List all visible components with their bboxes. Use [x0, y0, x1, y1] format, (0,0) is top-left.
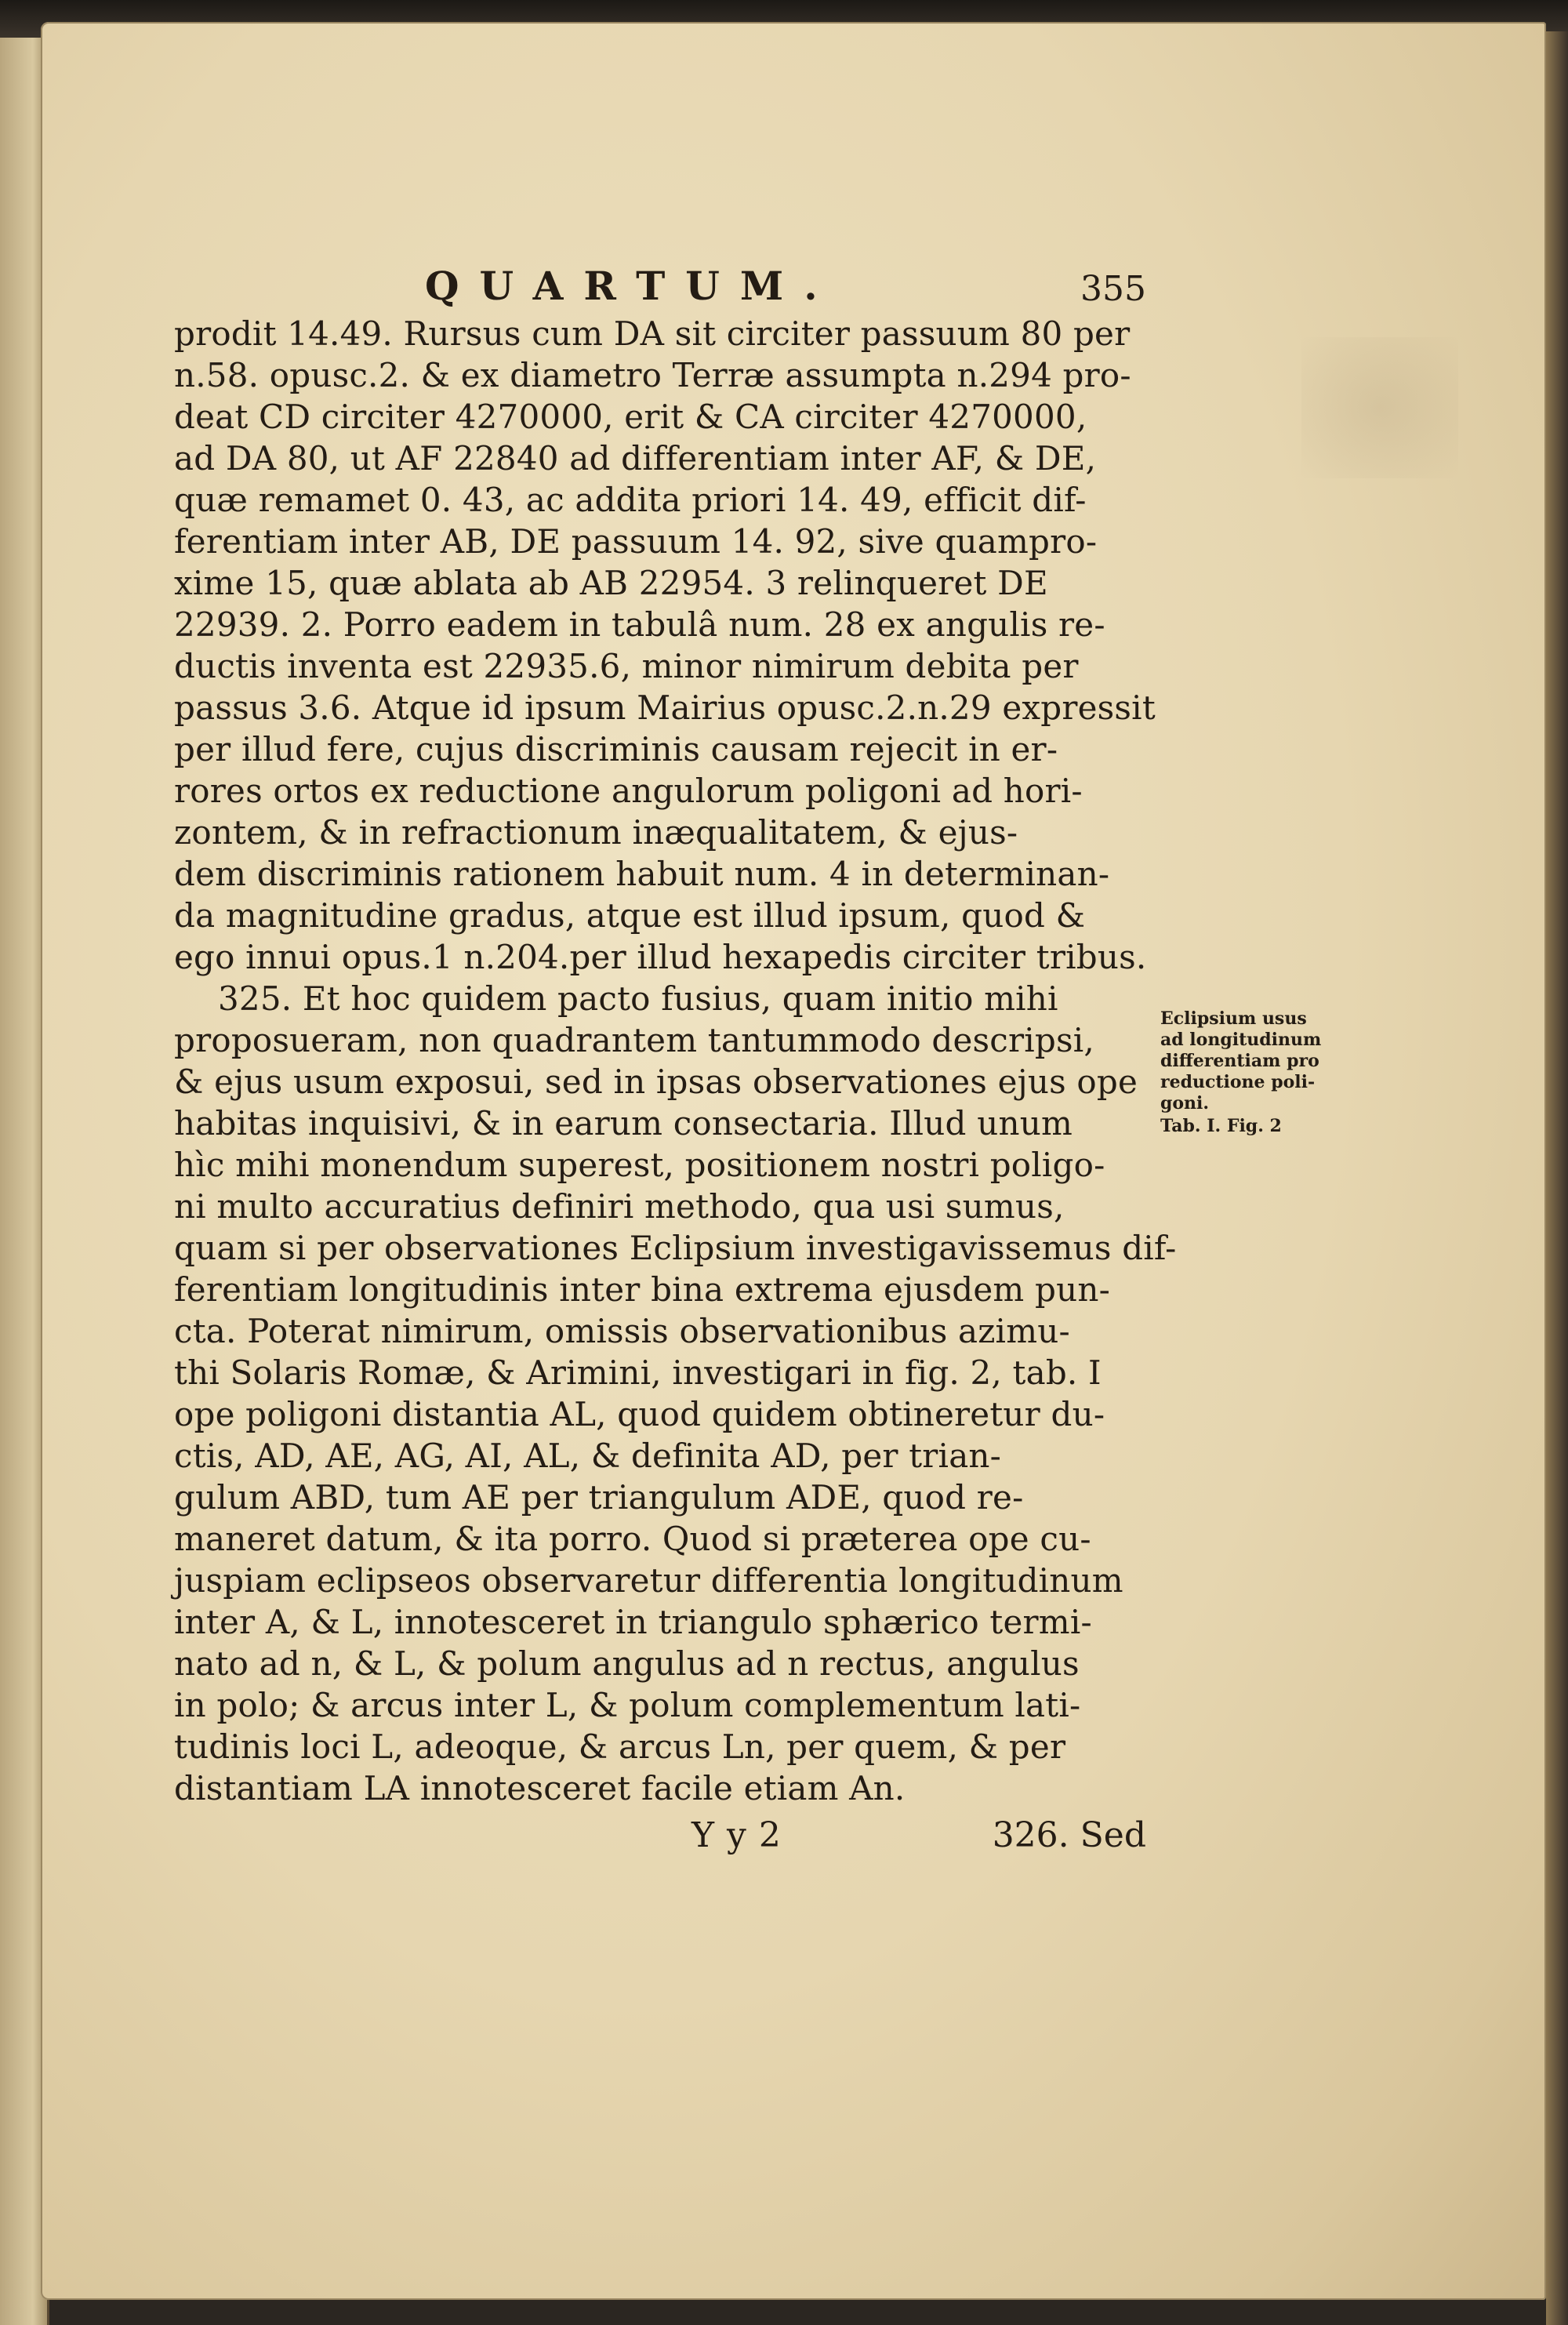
ink-bleed-stain: [1301, 337, 1458, 478]
marginal-note-line: ad longitudinum: [1160, 1030, 1322, 1050]
text-line: nato ad n, & L, & polum angulus ad n rectus, angulus: [174, 1644, 1080, 1683]
text-line: ferentiam inter AB, DE passuum 14. 92, sive quampro-: [174, 522, 1098, 561]
text-line: ad DA 80, ut AF 22840 ad differentiam inter AF, & DE,: [174, 439, 1097, 478]
text-line: passus 3.6. Atque id ipsum Mairius opusc.2.n.29 expressit: [174, 688, 1156, 727]
paragraph-start-line: 325. Et hoc quidem pacto fusius, quam initio mihi: [218, 979, 1058, 1018]
catchword: 326. Sed: [992, 1815, 1146, 1855]
text-line: & ejus usum exposui, sed in ipsas observationes ejus ope: [174, 1063, 1138, 1101]
text-line: ni multo accuratius definiri methodo, qua usi sumus,: [174, 1187, 1065, 1226]
text-line: distantiam LA innotesceret facile etiam An.: [174, 1769, 906, 1807]
marginal-note-line: reductione poli-: [1160, 1072, 1316, 1092]
page-footer: [174, 1815, 1146, 1865]
marginal-note-line: differentiam pro: [1160, 1051, 1319, 1071]
text-line: habitas inquisivi, & in earum consectaria. Illud unum: [174, 1104, 1073, 1143]
running-title: QUARTUM.: [425, 263, 838, 309]
text-line: per illud fere, cujus discriminis causam rejecit in er-: [174, 730, 1058, 768]
text-line: hìc mihi monendum superest, positionem nostri poligo-: [174, 1146, 1105, 1184]
text-line: rores ortos ex reductione angulorum poligoni ad hori-: [174, 772, 1083, 810]
text-line: juspiam eclipseos observaretur differentia longitudinum: [174, 1561, 1123, 1600]
text-line: quæ remamet 0. 43, ac addita priori 14. 49, efficit dif-: [174, 481, 1087, 519]
text-line: gulum ABD, tum AE per triangulum ADE, quod re-: [174, 1478, 1024, 1517]
text-line: maneret datum, & ita porro. Quod si præterea ope cu-: [174, 1520, 1091, 1558]
text-line: quam si per observationes Eclipsium investigavissemus dif-: [174, 1229, 1177, 1267]
page-fore-edge: [1546, 31, 1568, 2325]
text-line: 22939. 2. Porro eadem in tabulâ num. 28 ex angulis re-: [174, 605, 1105, 644]
page-header: [174, 263, 1146, 313]
text-line: ego innui opus.1 n.204.per illud hexapedis circiter tribus.: [174, 938, 1147, 976]
marginal-note-line: goni.: [1160, 1093, 1210, 1113]
text-line: da magnitudine gradus, atque est illud ipsum, quod &: [174, 896, 1086, 935]
text-line: in polo; & arcus inter L, & polum complementum lati-: [174, 1686, 1081, 1724]
page-number: 355: [1080, 269, 1146, 309]
text-line: thi Solaris Romæ, & Arimini, investigari in fig. 2, tab. I: [174, 1353, 1102, 1392]
signature-mark: Yy2: [691, 1815, 793, 1855]
text-line: zontem, & in refractionum inæqualitatem, & ejus-: [174, 813, 1018, 852]
text-line: xime 15, quæ ablata ab AB 22954. 3 relinqueret DE: [174, 564, 1048, 602]
text-line: proposueram, non quadrantem tantummodo descripsi,: [174, 1021, 1094, 1059]
text-line: n.58. opusc.2. & ex diametro Terræ assumpta n.294 pro-: [174, 356, 1131, 394]
text-line: inter A, & L, innotesceret in triangulo sphærico termi-: [174, 1603, 1092, 1641]
text-line: deat CD circiter 4270000, erit & CA circiter 4270000,: [174, 398, 1087, 436]
marginal-note: [1160, 1008, 1348, 1137]
text-line: prodit 14.49. Rursus cum DA sit circiter passuum 80 per: [174, 314, 1131, 353]
marginal-note-line: Eclipsium usus: [1160, 1008, 1307, 1029]
text-line: ope poligoni distantia AL, quod quidem obtineretur du-: [174, 1395, 1105, 1433]
text-line: cta. Poterat nimirum, omissis observationibus azimu-: [174, 1312, 1070, 1350]
text-line: ctis, AD, AE, AG, AI, AL, & definita AD, per trian-: [174, 1437, 1002, 1475]
main-text-block: [174, 263, 1177, 1865]
text-line: dem discriminis rationem habuit num. 4 in determinan-: [174, 855, 1110, 893]
text-line: tudinis loci L, adeoque, & arcus Ln, per quem, & per: [174, 1727, 1066, 1766]
figure-reference: Tab. I. Fig. 2: [1160, 1116, 1282, 1136]
text-line: ductis inventa est 22935.6, minor nimirum debita per: [174, 647, 1079, 685]
text-line: ferentiam longitudinis inter bina extrema ejusdem pun-: [174, 1270, 1110, 1309]
